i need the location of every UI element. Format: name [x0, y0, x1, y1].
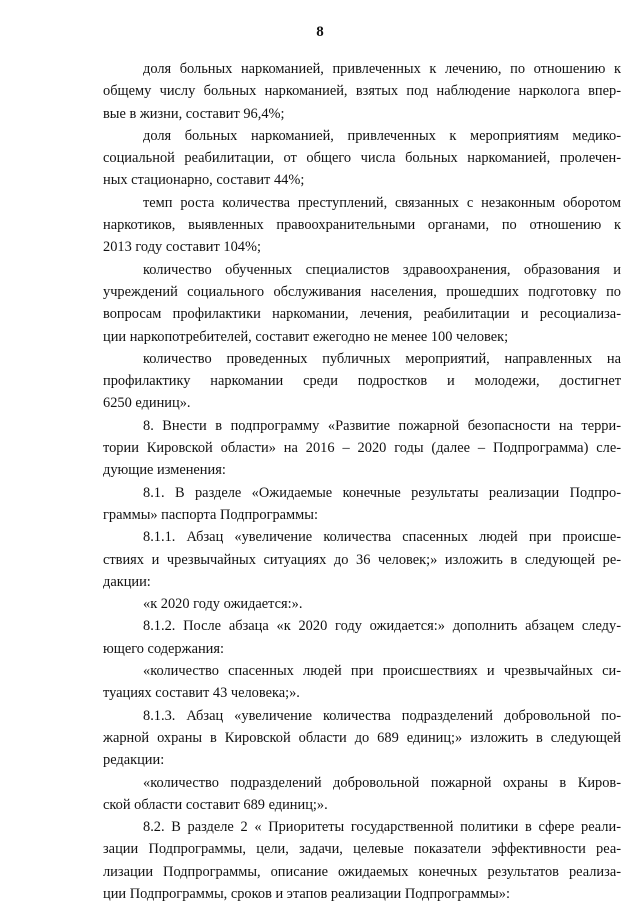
- paragraph: [103, 705, 621, 772]
- text-line: доля больных наркоманией, привлеченных к мероприятиям медико-: [143, 127, 621, 144]
- text-line: ных стационарно, составит 44%;: [103, 172, 305, 189]
- text-line: 8.1.1. Абзац «увеличение количества спасенных людей при происше-: [143, 529, 621, 546]
- text-line: количество проведенных публичных мероприятий, направленных на: [143, 350, 621, 367]
- text-line: жарной охраны в Кировской области до 689 единиц;» изложить в следующей: [103, 729, 621, 746]
- paragraph: [103, 615, 621, 660]
- text-line: социальной реабилитации, от общего числа больных наркоманией, пролечен-: [103, 150, 621, 167]
- paragraph: [103, 816, 621, 905]
- text-line: ской области составит 689 единиц;».: [103, 796, 328, 813]
- text-line: вопросам профилактики наркомании, лечения, реабилитации и ресоциализа-: [103, 306, 621, 323]
- paragraph: [103, 593, 621, 615]
- page-number: 8: [316, 24, 324, 40]
- paragraph: [103, 482, 621, 527]
- text-line: тории Кировской области» на 2016 – 2020 годы (далее – Подпрограмма) сле-: [103, 440, 621, 457]
- text-line: редакции:: [103, 752, 165, 769]
- text-line: 2013 году составит 104%;: [103, 239, 261, 256]
- text-line: граммы» паспорта Подпрограммы:: [103, 506, 318, 523]
- paragraph: [103, 192, 621, 259]
- text-line: количество обученных специалистов здравоохранения, образования и: [143, 261, 621, 278]
- paragraph: [103, 125, 621, 192]
- text-line: учреждений социального обслуживания населения, прошедших подготовку по: [103, 283, 621, 300]
- paragraph: [103, 348, 621, 415]
- text-line: ющего содержания:: [103, 640, 224, 657]
- text-line: доля больных наркоманией, привлеченных к лечению, по отношению к: [143, 61, 621, 77]
- text-line: 6250 единиц».: [103, 395, 191, 412]
- paragraph: [103, 58, 621, 125]
- text-line: дующие изменения:: [103, 462, 226, 479]
- text-line: темп роста количества преступлений, связанных с незаконным оборотом: [143, 194, 621, 211]
- text-line: общему числу больных наркоманией, взятых под наблюдение нарколога впер-: [103, 83, 621, 100]
- text-line: наркотиков, выявленных правоохранительными органами, по отношению к: [103, 217, 621, 234]
- text-line: ции наркопотребителей, составит ежегодно не менее 100 человек;: [103, 328, 509, 345]
- text-line: зации Подпрограммы, цели, задачи, целевые показатели эффективности реа-: [103, 841, 621, 858]
- text-line: туациях составит 43 человека;».: [103, 685, 300, 702]
- text-line: 8.2. В разделе 2 « Приоритеты государственной политики в сфере реали-: [143, 819, 621, 836]
- paragraph: [103, 415, 621, 482]
- text-line: профилактику наркомании среди подростков и молодежи, достигнет: [103, 373, 621, 390]
- text-line: дакции:: [103, 573, 151, 590]
- text-line: 8.1.3. Абзац «увеличение количества подразделений добровольной по-: [143, 707, 621, 724]
- text-line: 8.1.2. После абзаца «к 2020 году ожидается:» дополнить абзацем следу-: [143, 618, 621, 635]
- paragraph: [103, 526, 621, 593]
- text-line: «количество спасенных людей при происшествиях и чрезвычайных си-: [143, 663, 621, 680]
- paragraph: [103, 772, 621, 817]
- text-line: ции Подпрограммы, сроков и этапов реализации Подпрограммы»:: [103, 885, 510, 902]
- text-line: ствиях и чрезвычайных ситуациях до 36 человек;» изложить в следующей ре-: [103, 551, 621, 568]
- paragraph: [103, 259, 621, 348]
- text-line: 8.1. В разделе «Ожидаемые конечные результаты реализации Подпро-: [143, 484, 621, 501]
- text-line: лизации Подпрограммы, описание ожидаемых конечных результатов реализа-: [103, 863, 621, 880]
- text-line: «количество подразделений добровольной пожарной охраны в Киров-: [143, 774, 621, 791]
- text-line: вые в жизни, составит 96,4%;: [103, 105, 285, 122]
- text-line: 8. Внести в подпрограмму «Развитие пожарной безопасности на терри-: [143, 417, 621, 434]
- text-line: «к 2020 году ожидается:».: [143, 596, 303, 613]
- paragraph: [103, 660, 621, 705]
- document-body: [103, 58, 621, 905]
